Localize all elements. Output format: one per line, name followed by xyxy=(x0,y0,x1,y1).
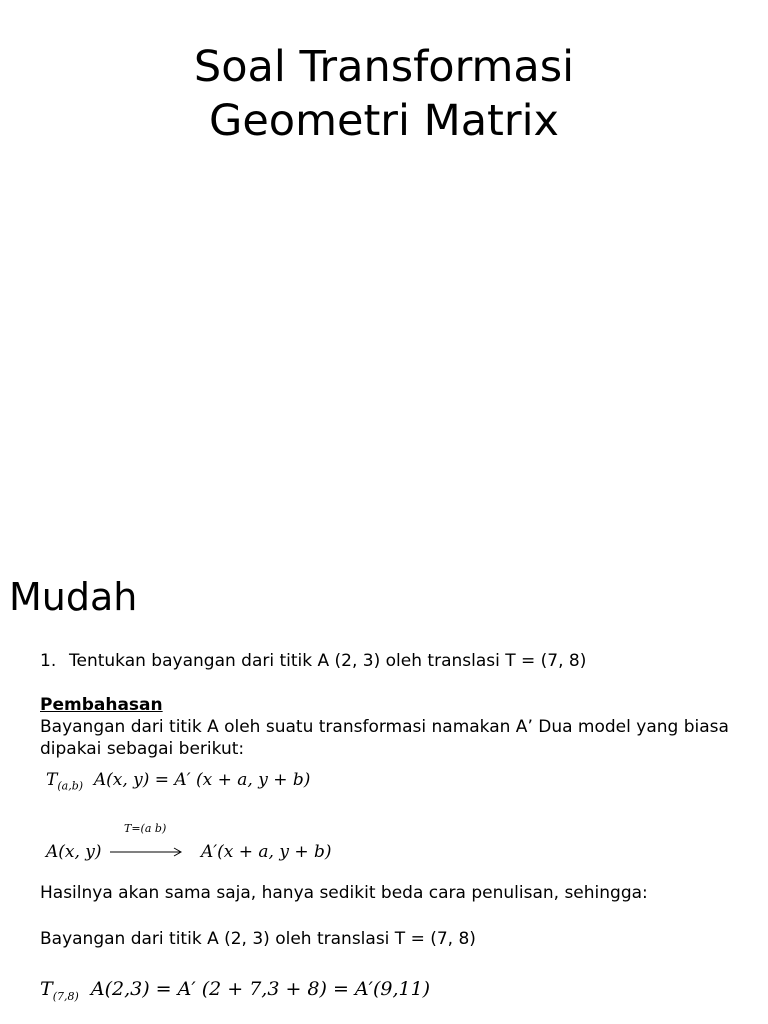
title-line-2: Geometri Matrix xyxy=(209,96,559,146)
same-result-text: Hasilnya akan sama saja, hanya sedikit beda cara penulisan, sehingga: xyxy=(40,883,648,903)
question-text: Tentukan bayangan dari titik A (2, 3) oleh translasi T = (7, 8) xyxy=(69,651,587,671)
formula1-subscript: (a,b) xyxy=(57,779,84,793)
section-heading: Mudah xyxy=(9,575,138,619)
formula-answer: $T_{(7,8)}$ A(2,3) = A′ (2 + 7,3 + 8) = A′(9,11) xyxy=(40,978,431,1003)
formula3-subscript: (7,8) xyxy=(52,989,79,1003)
formula2-lhs: A(x, y) xyxy=(46,842,102,862)
formula-translation-2 xyxy=(46,818,366,868)
formula1-expression: A(x, y) = A′ (x + a, y + b) xyxy=(93,770,311,790)
formula2-arrow-label: T=(a b) xyxy=(124,822,167,835)
formula2-rhs: A′(x + a, y + b) xyxy=(201,842,332,862)
formula-translation-1: $T_{(a,b)}$ A(x, y) = A′ (x + a, y + b) xyxy=(46,770,311,793)
discussion-intro: Bayangan dari titik A oleh suatu transformasi namakan A’ Dua model yang biasa dipakai sebagai berikut: xyxy=(40,717,729,759)
page-title xyxy=(0,40,768,148)
formula3-expression: A(2,3) = A′ (2 + 7,3 + 8) = A′(9,11) xyxy=(90,978,431,1000)
discussion-heading: Pembahasan xyxy=(40,695,163,715)
restate-text: Bayangan dari titik A (2, 3) oleh translasi T = (7, 8) xyxy=(40,929,476,949)
title-line-1: Soal Transformasi xyxy=(193,42,575,92)
question-item xyxy=(40,650,750,672)
question-number: 1. xyxy=(40,651,57,671)
question-block xyxy=(40,650,750,760)
